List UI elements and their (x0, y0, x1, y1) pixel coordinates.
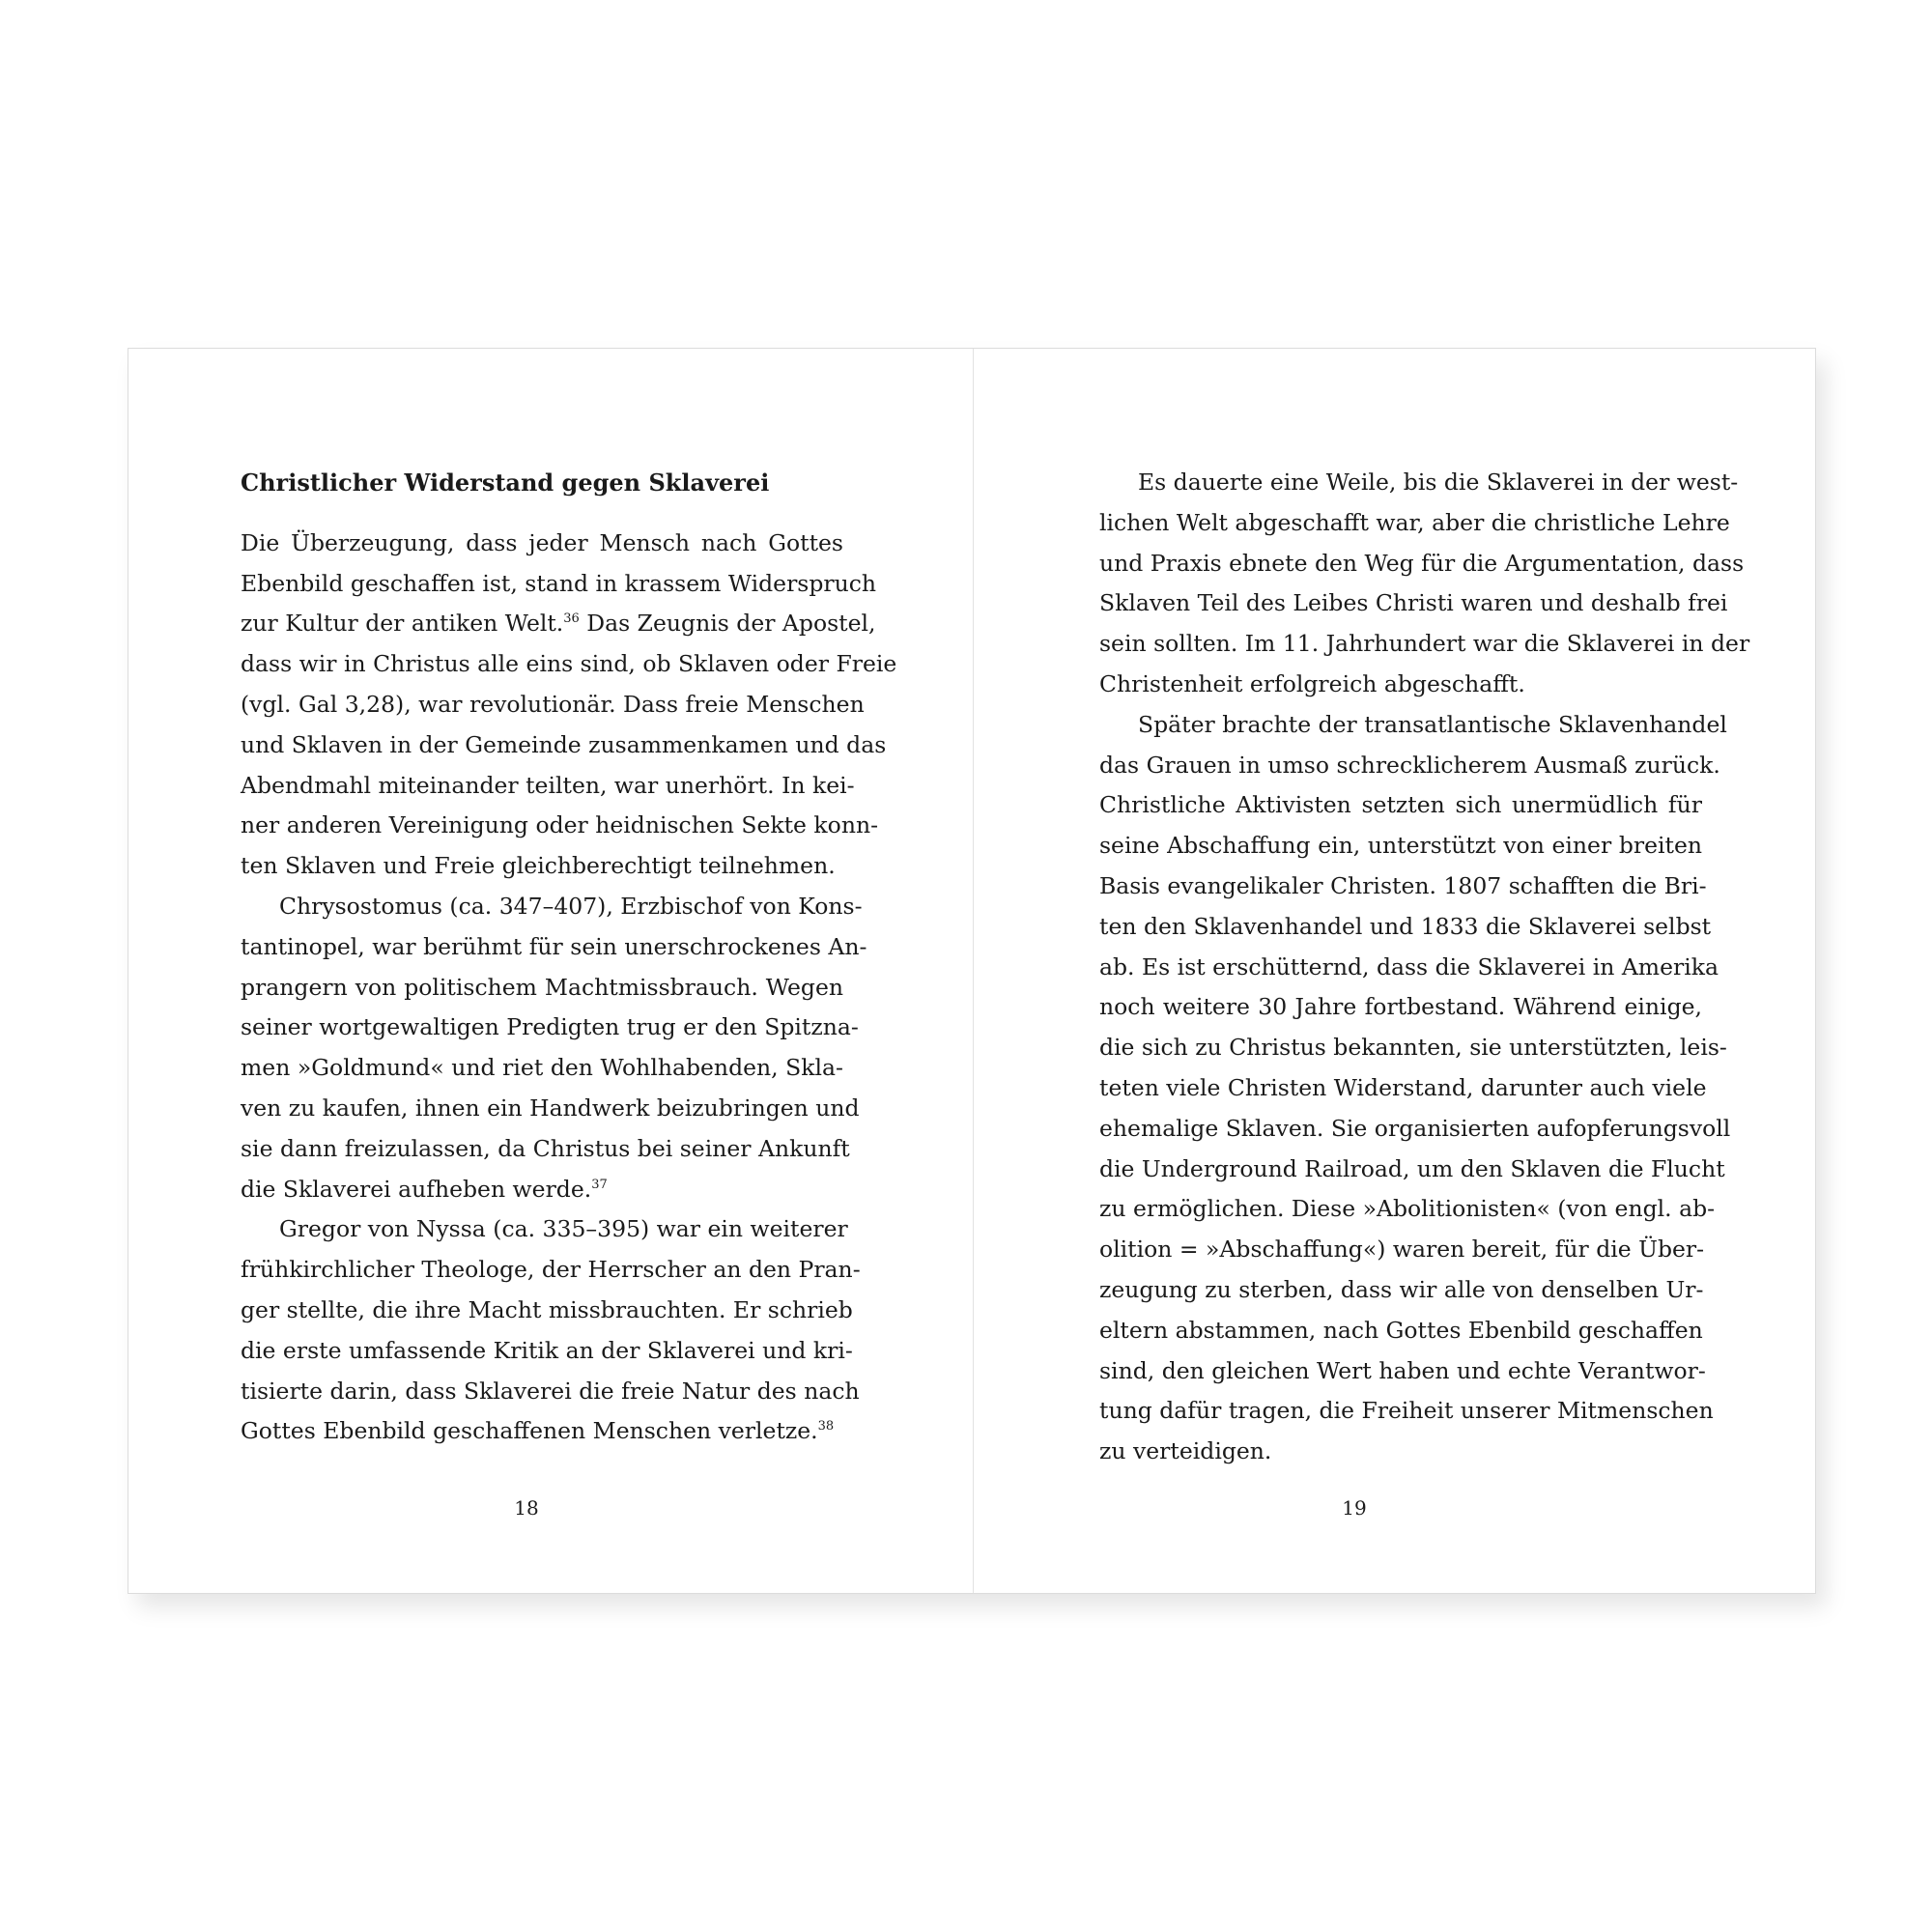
text-line (241, 564, 877, 605)
line-text: ab. Es ist erschütternd, dass die Sklaverei in Amerika (1099, 952, 1719, 980)
line-text: Später brachte der transatlantische Sklavenhandel (1138, 710, 1727, 738)
text-line (241, 846, 843, 887)
text-line (241, 1129, 850, 1170)
line-text: zu verteidigen. (1099, 1437, 1272, 1465)
text-line (241, 766, 855, 807)
line-text: olition = »Abschaffung«) waren bereit, für die Über- (1099, 1236, 1705, 1264)
line-text: Christenheit erfolgreich abgeschafft. (1099, 669, 1525, 697)
line-text: die sich zu Christus bekannten, sie unterstützten, leis- (1099, 1034, 1727, 1062)
line-text: und Praxis ebnete den Weg für die Argumentation, dass (1099, 549, 1745, 577)
text-line (1099, 1311, 1702, 1351)
line-text: ger stellte, die ihre Macht missbrauchten. Er schrieb (241, 1295, 853, 1323)
line-text: die Underground Railroad, um den Sklaven die Flucht (1099, 1154, 1725, 1182)
line-text: seine Abschaffung ein, unterstützt von einer breiten (1099, 832, 1702, 860)
line-text: und Sklaven in der Gemeinde zusammenkamen und das (241, 730, 887, 758)
text-line (1099, 987, 1702, 1028)
line-text-continued: Das Zeugnis der Apostel, (579, 610, 876, 638)
text-line (241, 685, 865, 725)
line-text: Gregor von Nyssa (ca. 335–395) war ein weiterer (279, 1215, 848, 1243)
line-text: seiner wortgewaltigen Predigten trug er den Spitzna- (241, 1013, 859, 1041)
line-text: teten viele Christen Widerstand, darunter auch viele (1099, 1073, 1707, 1101)
text-line (241, 1008, 859, 1048)
text-line (1099, 583, 1728, 624)
line-text: die erste umfassende Kritik an der Sklaverei und kri- (241, 1336, 853, 1364)
line-text: zu ermöglichen. Diese »Abolitionisten« (von engl. ab- (1099, 1195, 1716, 1223)
text-line (1099, 907, 1712, 948)
line-text: Die Überzeugung, dass jeder Mensch nach Gottes (241, 528, 843, 556)
line-text: dass wir in Christus alle eins sind, ob Sklaven oder Freie (241, 650, 897, 678)
text-line (241, 1209, 848, 1250)
text-line (241, 1291, 853, 1331)
text-line (1099, 1230, 1705, 1270)
section-heading: Christlicher Widerstand gegen Sklaverei (241, 469, 770, 497)
left-page (128, 349, 973, 1593)
line-text: Chrysostomus (ca. 347–407), Erzbischof von Kons- (279, 892, 863, 920)
line-text: men »Goldmund« und riet den Wohlhabenden, Skla- (241, 1054, 843, 1082)
text-line (241, 1411, 843, 1452)
text-line (1099, 624, 1750, 665)
text-line (241, 604, 876, 644)
text-line (1099, 1270, 1702, 1311)
text-line (1099, 1028, 1727, 1068)
line-text: Es dauerte eine Weile, bis die Sklaverei in der west- (1138, 469, 1739, 496)
text-line (1099, 1351, 1706, 1392)
text-line (1099, 503, 1730, 544)
line-text: zur Kultur der antiken Welt. (241, 610, 564, 638)
line-text: ehemalige Sklaven. Sie organisierten aufopferungsvoll (1099, 1114, 1731, 1142)
line-text: Gottes Ebenbild geschaffenen Menschen verletze. (241, 1417, 818, 1445)
text-line (1099, 544, 1745, 584)
right-text-block (1099, 463, 1750, 1472)
line-text: die Sklaverei aufheben werde. (241, 1175, 592, 1203)
text-line (1099, 1068, 1707, 1109)
page-number-left: 18 (514, 1496, 539, 1520)
text-line (241, 968, 843, 1009)
line-text: eltern abstammen, nach Gottes Ebenbild geschaffen (1099, 1316, 1703, 1344)
line-text: ner anderen Vereinigung oder heidnischen Sekte konn- (241, 811, 879, 839)
line-text: tisierte darin, dass Sklaverei die freie Natur des nach (241, 1377, 860, 1405)
line-text: prangern von politischem Machtmissbrauch. Wegen (241, 973, 843, 1001)
text-line (1099, 1189, 1716, 1230)
text-line (241, 1048, 843, 1089)
line-text: das Grauen in umso schrecklicherem Ausmaß zurück. (1099, 751, 1720, 779)
line-text: noch weitere 30 Jahre fortbestand. Während einige, (1099, 993, 1702, 1021)
line-text: Basis evangelikaler Christen. 1807 schafften die Bri- (1099, 871, 1707, 899)
text-line (241, 1170, 843, 1210)
text-line (241, 524, 843, 564)
line-text: lichen Welt abgeschafft war, aber die christliche Lehre (1099, 508, 1730, 536)
text-line (1099, 867, 1707, 907)
text-line (1099, 665, 1702, 705)
line-text: sein sollten. Im 11. Jahrhundert war die Sklaverei in der (1099, 630, 1750, 658)
text-line (1099, 1432, 1702, 1472)
text-line (241, 1331, 853, 1372)
footnote-marker: 37 (591, 1177, 608, 1192)
line-text: tung dafür tragen, die Freiheit unserer Mitmenschen (1099, 1397, 1714, 1425)
text-line (1099, 705, 1727, 746)
line-text: zeugung zu sterben, dass wir alle von denselben Ur- (1099, 1275, 1704, 1303)
right-page (974, 349, 1818, 1593)
text-line (1099, 948, 1719, 988)
text-line (1099, 1109, 1731, 1150)
text-line (241, 1372, 860, 1412)
line-text: ven zu kaufen, ihnen ein Handwerk beizubringen und (241, 1094, 860, 1122)
line-text: sie dann freizulassen, da Christus bei seiner Ankunft (241, 1134, 850, 1162)
footnote-marker: 36 (563, 611, 580, 627)
text-line (241, 887, 863, 927)
line-text: (vgl. Gal 3,28), war revolutionär. Dass freie Menschen (241, 690, 865, 718)
line-text: Abendmahl miteinander teilten, war unerhört. In kei- (241, 771, 855, 799)
left-text-block (241, 463, 897, 1452)
line-text: frühkirchlicher Theologe, der Herrscher an den Pran- (241, 1256, 861, 1284)
text-line (1099, 1391, 1714, 1432)
left-body-text (241, 524, 897, 1452)
text-line (1099, 746, 1720, 786)
line-text: sind, den gleichen Wert haben und echte Verantwor- (1099, 1356, 1706, 1384)
book-spread (128, 348, 1816, 1594)
right-body-text (1099, 463, 1750, 1472)
line-text: ten den Sklavenhandel und 1833 die Sklaverei selbst (1099, 912, 1712, 940)
line-text: Ebenbild geschaffen ist, stand in krassem Widerspruch (241, 569, 877, 597)
page-number-right: 19 (1342, 1496, 1367, 1520)
line-text: Christliche Aktivisten setzten sich unermüdlich für (1099, 791, 1702, 819)
text-line (1099, 826, 1702, 867)
footnote-marker: 38 (817, 1419, 835, 1435)
text-line (241, 1250, 861, 1291)
text-line (241, 644, 897, 685)
text-line (241, 927, 867, 968)
text-line (1099, 785, 1702, 826)
text-line (241, 725, 887, 766)
line-text: Sklaven Teil des Leibes Christi waren und deshalb frei (1099, 589, 1728, 617)
line-text: tantinopel, war berühmt für sein unerschrockenes An- (241, 932, 867, 960)
text-line (1099, 1150, 1725, 1190)
text-line (241, 806, 879, 846)
text-line (1099, 463, 1739, 503)
text-line (241, 1089, 860, 1129)
line-text: ten Sklaven und Freie gleichberechtigt teilnehmen. (241, 852, 836, 880)
